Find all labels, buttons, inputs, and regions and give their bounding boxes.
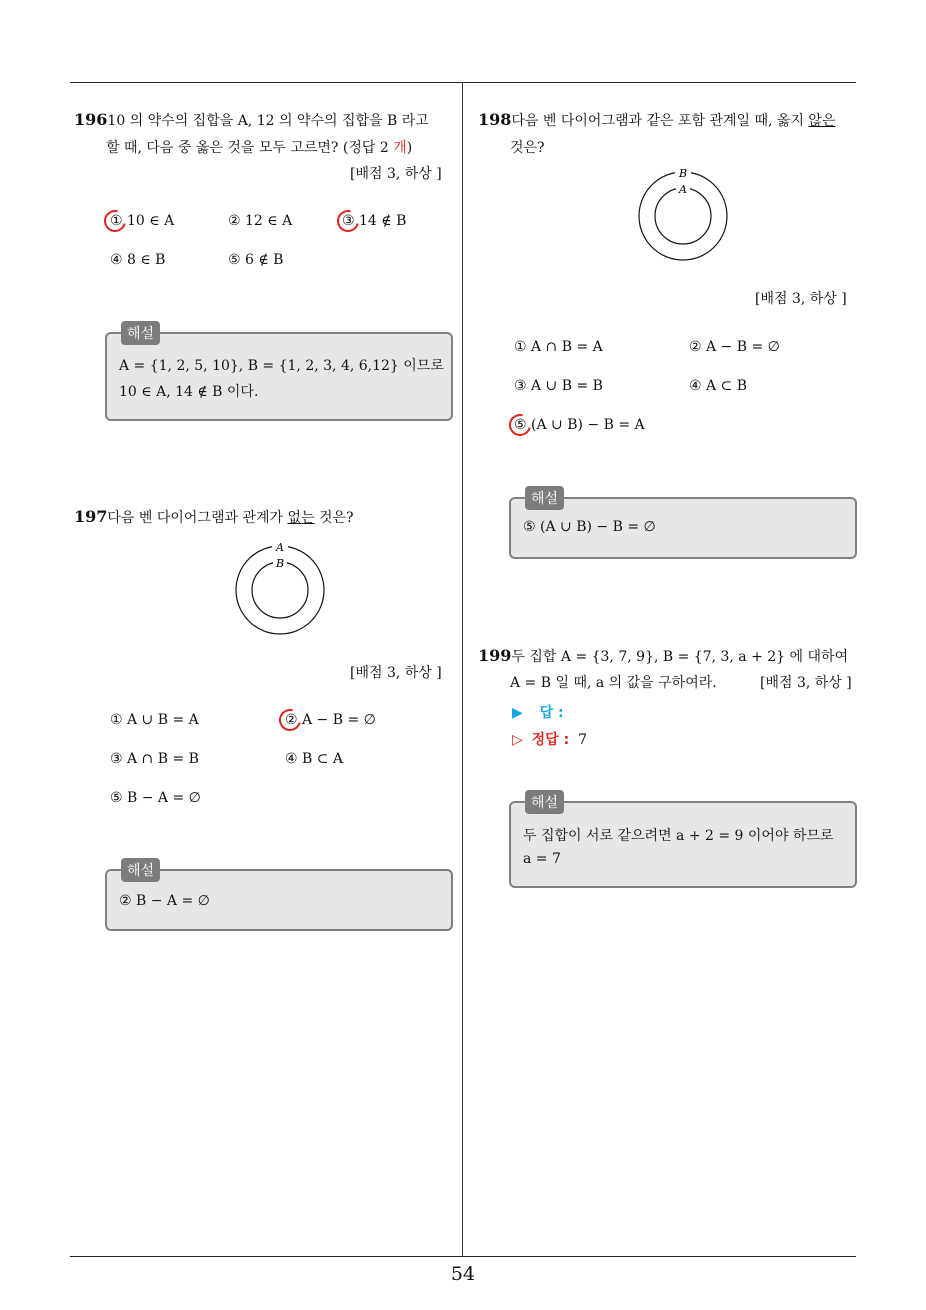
q198-line2: 것은? — [510, 140, 545, 156]
points-label: [배점 3, 하상 ] — [755, 291, 847, 307]
q199-line1: 199두 집합 A = {3, 7, 9}, B = {7, 3, a + 2} 에 대하여 — [478, 646, 849, 665]
explanation-line: ⑤ (A ∪ B) − B = ∅ — [523, 519, 656, 535]
choice-1[interactable]: ① 10 ∈ A — [110, 213, 175, 229]
choice-4[interactable]: ④ A ⊂ B — [689, 378, 748, 394]
choice-5[interactable]: ⑤ 6 ∉ B — [228, 252, 284, 268]
choice-2[interactable]: ② A − B = ∅ — [689, 339, 780, 355]
venn-inner-circle — [655, 188, 711, 244]
outline-arrow-icon: ▷ — [512, 732, 523, 748]
correct-answer-row — [512, 729, 587, 749]
venn-outer-label: A — [276, 541, 284, 554]
explanation-line: 10 ∈ A, 14 ∉ B 이다. — [119, 384, 259, 400]
points-label: [배점 3, 하상 ] — [350, 166, 442, 182]
points-label: [배점 3, 하상 ] — [760, 675, 852, 691]
choice-1[interactable]: ① A ∪ B = A — [110, 712, 199, 728]
answer-row — [512, 702, 564, 722]
explanation-line: A = {1, 2, 5, 10}, B = {1, 2, 3, 4, 6,12} 이므로 — [119, 358, 444, 374]
explanation-box — [509, 491, 857, 559]
question-number: 197 — [74, 507, 108, 526]
points-label: [배점 3, 하상 ] — [350, 665, 442, 681]
q196-line1: 19610 의 약수의 집합을 A, 12 의 약수의 집합을 B 라고 — [74, 110, 429, 129]
choice-1[interactable]: ① A ∩ B = A — [514, 339, 603, 355]
answer-label: 답 : — [539, 705, 564, 721]
explanation-line: 두 집합이 서로 같으려면 a + 2 = 9 이어야 하므로 — [523, 828, 834, 844]
explanation-tag: 해설 — [525, 486, 564, 510]
choice-3[interactable]: ③ A ∩ B = B — [110, 751, 199, 767]
venn-diagram — [635, 166, 731, 262]
question-number: 198 — [478, 110, 512, 129]
choice-4[interactable]: ④ 8 ∈ B — [110, 252, 166, 268]
top-rule — [70, 82, 856, 83]
explanation-box — [509, 795, 857, 888]
explanation-tag: 해설 — [525, 790, 564, 814]
choice-4[interactable]: ④ B ⊂ A — [285, 751, 344, 767]
highlight-count: 개 — [393, 140, 407, 156]
venn-inner-label: A — [679, 183, 687, 196]
choice-5[interactable]: ⑤ (A ∪ B) − B = A — [514, 417, 645, 433]
question-number: 199 — [478, 646, 512, 665]
choice-2[interactable]: ② A − B = ∅ — [285, 712, 376, 728]
correct-answer-label: 정답 : — [531, 732, 570, 748]
q196-line2: 할 때, 다음 중 옳은 것을 모두 고르면? (정답 2 개) — [106, 140, 413, 156]
explanation-tag: 해설 — [121, 858, 160, 882]
venn-outer-label: B — [678, 167, 688, 180]
explanation-box — [105, 326, 453, 421]
explanation-box — [105, 863, 453, 931]
venn-diagram — [232, 540, 328, 636]
venn-inner-circle — [252, 562, 308, 618]
venn-inner-label: B — [275, 557, 285, 570]
bottom-rule — [70, 1256, 856, 1257]
choice-3[interactable]: ③ 14 ∉ B — [342, 213, 407, 229]
q199-line2: A = B 일 때, a 의 값을 구하여라. — [510, 675, 717, 691]
choice-3[interactable]: ③ A ∪ B = B — [514, 378, 603, 394]
explanation-line: a = 7 — [523, 851, 561, 867]
q198-line1: 198다음 벤 다이어그램과 같은 포함 관계일 때, 옳지 않은 — [478, 110, 836, 129]
correct-answer-value: 7 — [578, 732, 587, 748]
explanation-tag: 해설 — [121, 321, 160, 345]
choice-5[interactable]: ⑤ B − A = ∅ — [110, 790, 201, 806]
play-arrow-icon: ▶ — [512, 705, 523, 721]
choice-2[interactable]: ② 12 ∈ A — [228, 213, 293, 229]
question-number: 196 — [74, 110, 108, 129]
q197-line1: 197다음 벤 다이어그램과 관계가 없는 것은? — [74, 507, 354, 526]
page-number: 54 — [450, 1263, 476, 1285]
column-divider — [462, 83, 463, 1256]
explanation-line: ② B − A = ∅ — [119, 893, 210, 909]
